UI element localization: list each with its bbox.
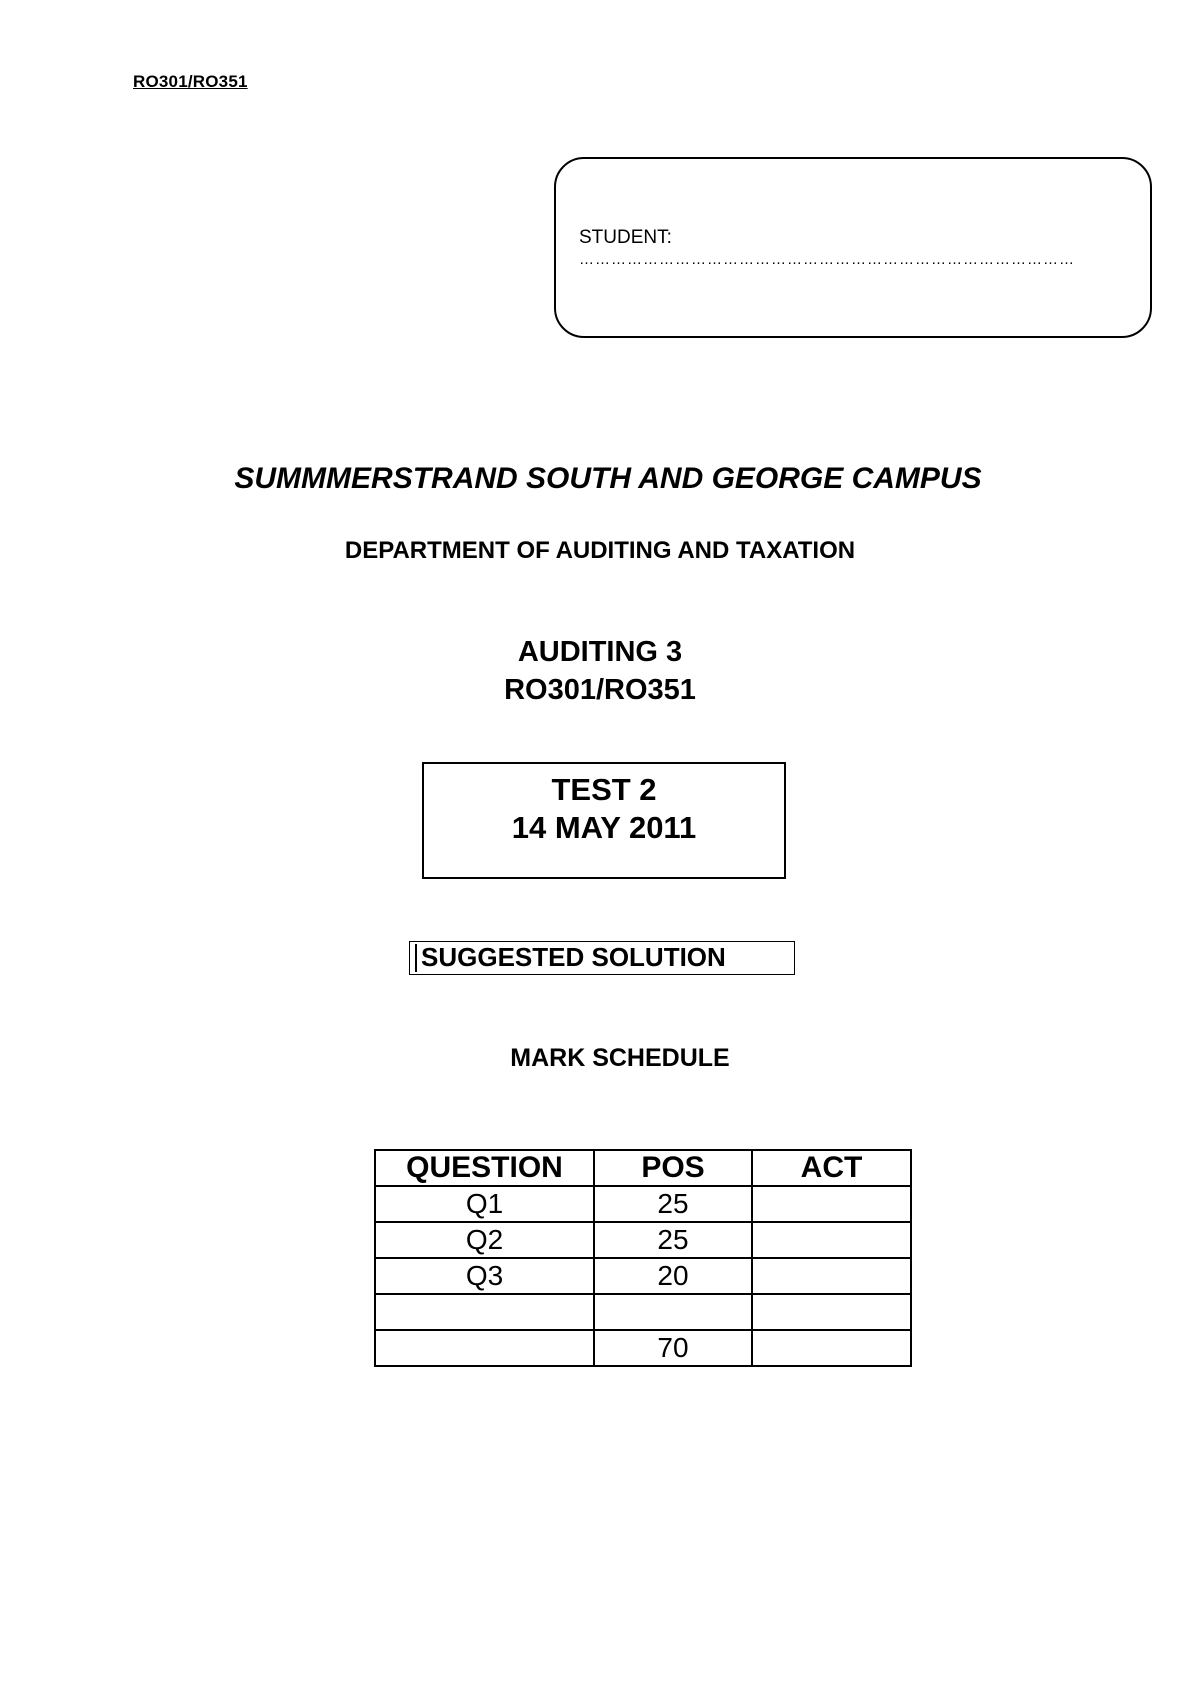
table-total-row: [375, 1330, 911, 1366]
cell-pos: 20: [594, 1258, 752, 1294]
header-question: QUESTION: [375, 1150, 594, 1186]
cell-pos: [594, 1294, 752, 1330]
table-row: [375, 1258, 911, 1294]
cell-question: [375, 1330, 594, 1366]
cell-act: [752, 1330, 911, 1366]
table-row: [375, 1186, 911, 1222]
cell-pos-total: 70: [594, 1330, 752, 1366]
cell-question: Q3: [375, 1258, 594, 1294]
test-date: 14 MAY 2011: [511, 810, 697, 845]
cell-act: [752, 1186, 911, 1222]
suggested-solution-label: SUGGESTED SOLUTION: [421, 942, 726, 972]
cell-pos: 25: [594, 1186, 752, 1222]
student-name-dotted-line: …………………………………………………………………………………: [579, 251, 1075, 268]
course-code: RO301/RO351: [504, 674, 696, 706]
cell-act: [752, 1294, 911, 1330]
test-box: [422, 762, 786, 879]
text-cursor: [415, 944, 417, 972]
mark-schedule-table: [374, 1149, 912, 1367]
table-row: [375, 1294, 911, 1330]
department-title: [0, 537, 1200, 565]
header-course-code: RO301/RO351: [133, 72, 248, 91]
student-name-box: [554, 157, 1152, 338]
cell-question: Q2: [375, 1222, 594, 1258]
cell-question: [375, 1294, 594, 1330]
header-act: ACT: [752, 1150, 911, 1186]
cell-pos: 25: [594, 1222, 752, 1258]
mark-schedule-title: MARK SCHEDULE: [510, 1044, 730, 1072]
department-title-text: DEPARTMENT OF AUDITING AND TAXATION: [344, 537, 856, 564]
campus-title: [0, 462, 1200, 496]
suggested-solution-box: [409, 941, 795, 975]
header-pos: POS: [594, 1150, 752, 1186]
student-label: STUDENT:: [579, 227, 672, 248]
course-block: [0, 633, 1200, 709]
campus-title-text: SUMMMERSTRAND SOUTH AND GEORGE CAMPUS: [234, 462, 982, 495]
table-row: [375, 1222, 911, 1258]
course-name: AUDITING 3: [517, 636, 683, 668]
test-title: TEST 2: [551, 772, 657, 807]
cell-act: [752, 1258, 911, 1294]
cell-question: Q1: [375, 1186, 594, 1222]
table-header-row: [375, 1150, 911, 1186]
cell-act: [752, 1222, 911, 1258]
